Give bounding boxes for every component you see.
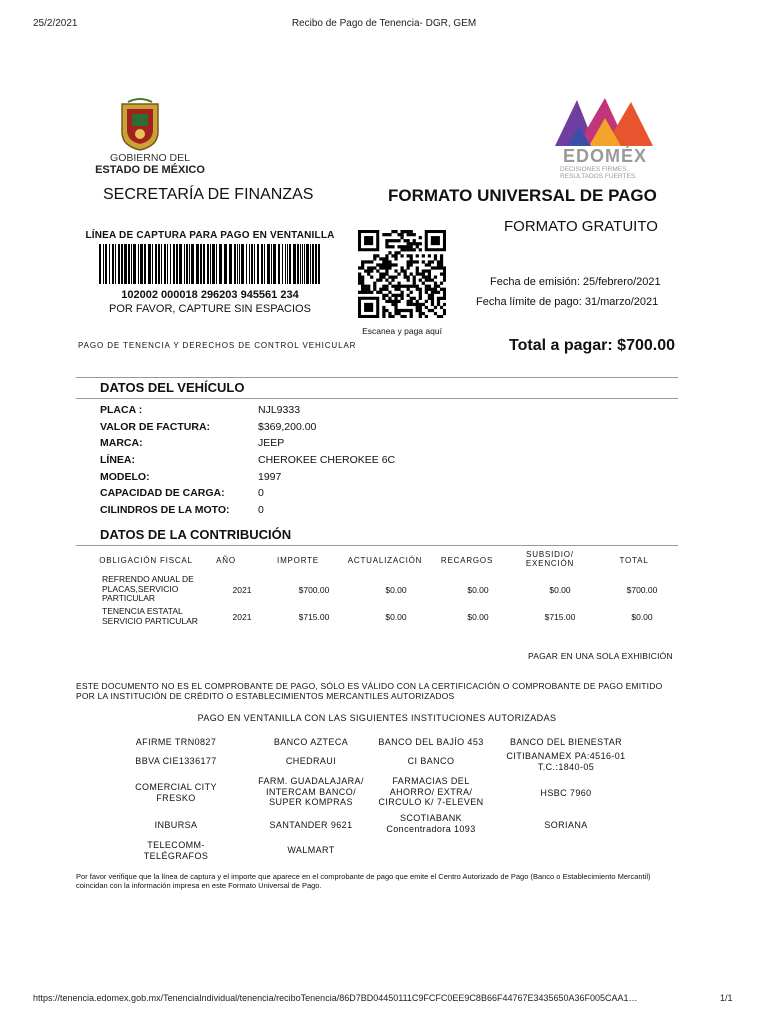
captura-number: 102002 000018 296203 945561 234 <box>121 289 299 301</box>
bank-chedraui: CHEDRAUI <box>285 756 337 766</box>
veh-label-cilindros: CILINDROS DE LA MOTO: <box>100 504 230 516</box>
print-page: 1/1 <box>720 993 733 1003</box>
edomex-tagline <box>560 166 660 180</box>
bank-hsbc: HSBC 7960 <box>540 788 592 798</box>
bank-city-fresko: COMERCIAL CITY FRESKO <box>135 782 217 803</box>
formato-subtitle: FORMATO GRATUITO <box>504 218 658 235</box>
row1-anio: 2021 <box>232 585 252 595</box>
barcode <box>99 244 323 289</box>
veh-label-capacidad: CAPACIDAD DE CARGA: <box>100 487 225 499</box>
veh-label-marca: MARCA: <box>100 437 143 449</box>
col-header-actualizacion: ACTUALIZACIÓN <box>347 556 423 565</box>
print-date: 25/2/2021 <box>33 18 78 29</box>
divider <box>76 398 678 399</box>
row2-obligacion: TENENCIA ESTATAL SERVICIO PARTICULAR <box>102 606 198 626</box>
col-header-subsidio: SUBSIDIO/ EXENCIÓN <box>525 550 575 568</box>
bank-inbursa: INBURSA <box>154 820 198 830</box>
nota-final: Por favor verifique que la línea de captura y el importe que aparece en el comprobante de pago que emite el Centro Autorizado de Pago (Banco o Establecimiento Mercantil) coincidan con la información impresa en este Formato Universal de Pago. <box>76 872 651 890</box>
col-header-recargos: RECARGOS <box>440 556 494 565</box>
captura-note: POR FAVOR, CAPTURE SIN ESPACIOS <box>109 303 311 315</box>
contribucion-title: DATOS DE LA CONTRIBUCIÓN <box>100 527 292 542</box>
formato-title: FORMATO UNIVERSAL DE PAGO <box>388 186 657 205</box>
gov-logo-line2: ESTADO DE MÉXICO <box>95 164 205 176</box>
row2-recargos: $0.00 <box>467 612 489 622</box>
total-a-pagar: Total a pagar: $700.00 <box>509 337 675 354</box>
row2-importe: $715.00 <box>298 612 330 622</box>
bank-azteca: BANCO AZTECA <box>273 737 349 747</box>
veh-label-linea: LÍNEA: <box>100 454 135 466</box>
edomex-tagline-2: RESULTADOS FUERTES. <box>560 173 637 180</box>
vehiculo-title: DATOS DEL VEHÍCULO <box>100 380 245 395</box>
bank-scotiabank: SCOTIABANK Concentradora 1093 <box>386 813 476 834</box>
edomex-logo-name: EDOMÉX <box>562 146 647 166</box>
veh-label-placa: PLACA : <box>100 404 143 416</box>
fecha-limite: Fecha límite de pago: 31/marzo/2021 <box>476 296 659 308</box>
veh-value-linea: CHEROKEE CHEROKEE 6C <box>258 454 396 466</box>
bank-cibanco: CI BANCO <box>407 756 455 766</box>
row1-subsidio: $0.00 <box>549 585 571 595</box>
bank-bajio: BANCO DEL BAJÍO 453 <box>378 737 484 747</box>
bank-soriana: SORIANA <box>544 820 588 830</box>
veh-value-capacidad: 0 <box>258 487 264 499</box>
secretaria-title: SECRETARÍA DE FINANZAS <box>103 186 314 203</box>
row2-total: $0.00 <box>631 612 653 622</box>
fecha-emision: Fecha de emisión: 25/febrero/2021 <box>490 276 661 288</box>
edomex-tagline-1: DECISIONES FIRMES, <box>560 166 629 173</box>
veh-value-modelo: 1997 <box>258 471 282 483</box>
row1-importe: $700.00 <box>298 585 330 595</box>
col-header-obligacion: OBLIGACIÓN FISCAL <box>99 556 193 565</box>
edomex-logo-mark <box>555 96 655 153</box>
veh-label-modelo: MODELO: <box>100 471 150 483</box>
qr-code <box>358 230 446 323</box>
qr-caption: Escanea y paga aquí <box>362 326 442 336</box>
veh-label-valor: VALOR DE FACTURA: <box>100 421 211 433</box>
aviso-text: ESTE DOCUMENTO NO ES EL COMPROBANTE DE PAGO, SÓLO ES VÁLIDO CON LA CERTIFICACIÓN O COMPROBANTE DE PAGO EMITIDO POR LA INSTITUCIÓN DE CRÉDITO O ESTABLECIMIENTOS MERCANTILES AUTORIZADOS <box>76 681 663 701</box>
row2-anio: 2021 <box>232 612 252 622</box>
row1-actualizacion: $0.00 <box>385 585 407 595</box>
instituciones-title: PAGO EN VENTANILLA CON LAS SIGUIENTES INSTITUCIONES AUTORIZADAS <box>197 713 557 723</box>
print-url: https://tenencia.edomex.gob.mx/TenenciaIndividual/tenencia/reciboTenencia/86D7BD04450111C9FCFC0EE9C8B66F44767E3435650A36F005CAA1… <box>33 993 638 1003</box>
veh-value-cilindros: 0 <box>258 504 264 516</box>
captura-title: LÍNEA DE CAPTURA PARA PAGO EN VENTANILLA <box>85 230 335 241</box>
row2-actualizacion: $0.00 <box>385 612 407 622</box>
bank-walmart: WALMART <box>287 845 335 855</box>
col-header-anio: AÑO <box>216 556 236 565</box>
veh-value-valor: $369,200.00 <box>258 421 317 433</box>
bank-farm-ahorro: FARMACIAS DEL AHORRO/ EXTRA/ CIRCULO K/ 7-ELEVEN <box>378 776 484 807</box>
bank-santander: SANTANDER 9621 <box>269 820 353 830</box>
concepto: PAGO DE TENENCIA Y DERECHOS DE CONTROL VEHICULAR <box>78 341 357 350</box>
pagar-exhibicion: PAGAR EN UNA SOLA EXHIBICIÓN <box>528 651 673 661</box>
veh-value-placa: NJL9333 <box>258 404 301 416</box>
bank-afirme: AFIRME TRN0827 <box>135 737 217 747</box>
bank-bbva: BBVA CIE1336177 <box>135 756 217 766</box>
bank-bienestar: BANCO DEL BIENESTAR <box>509 737 623 747</box>
col-header-total: TOTAL <box>619 556 649 565</box>
veh-value-marca: JEEP <box>258 437 285 449</box>
row1-obligacion: REFRENDO ANUAL DE PLACAS,SERVICIO PARTICULAR <box>102 574 194 603</box>
bank-citibanamex: CITIBANAMEX PA:4516-01 T.C.:1840-05 <box>506 751 626 772</box>
divider <box>76 377 678 378</box>
print-title: Recibo de Pago de Tenencia- DGR, GEM <box>291 18 477 29</box>
bank-telecomm: TELECOMM- TELÉGRAFOS <box>143 840 209 861</box>
row1-total: $700.00 <box>626 585 658 595</box>
gov-logo-line1: GOBIERNO DEL <box>110 152 190 164</box>
gov-shield-logo <box>118 98 162 157</box>
row2-subsidio: $715.00 <box>544 612 576 622</box>
row1-recargos: $0.00 <box>467 585 489 595</box>
divider <box>76 545 678 546</box>
bank-farm-guadalajara: FARM. GUADALAJARA/ INTERCAM BANCO/ SUPER KOMPRAS <box>258 776 364 807</box>
col-header-importe: IMPORTE <box>277 556 319 565</box>
